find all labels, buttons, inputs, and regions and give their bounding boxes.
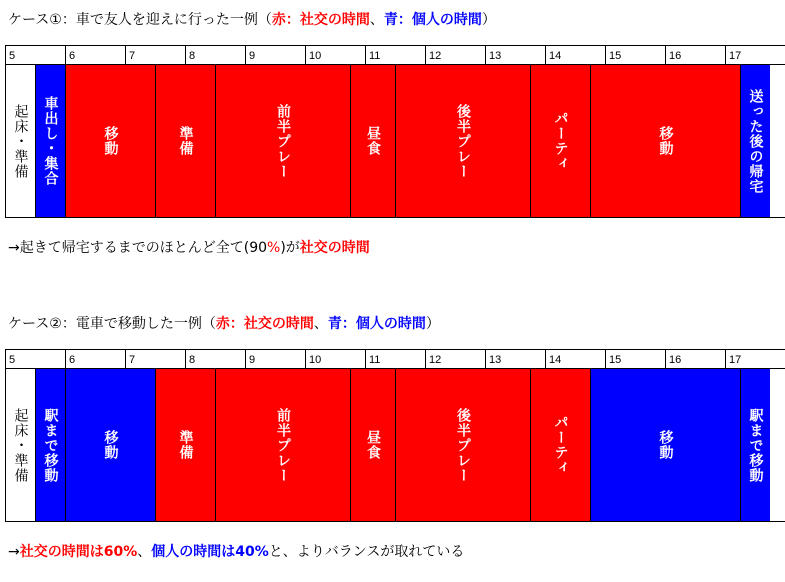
activity-label: 起床・準備 (12, 103, 29, 179)
legend-red: 赤：社交の時間 (271, 12, 370, 28)
activity-block (5, 369, 35, 521)
hour-tick: 10 (305, 350, 365, 369)
hour-tick: 13 (485, 46, 545, 65)
hour-tick: 6 (65, 46, 125, 65)
hour-tick: 9 (245, 46, 305, 65)
case1-note: →起きて帰宅するまでのほとんど全て(90%)が社交の時間 (8, 240, 370, 256)
hour-tick: 14 (545, 46, 605, 65)
activity-block (350, 65, 395, 217)
activity-label: 準備 (177, 126, 194, 156)
activity-label: 後半プレー (455, 103, 471, 179)
activity-block (215, 369, 350, 521)
hour-tick: 7 (125, 350, 185, 369)
activity-label: 移動 (102, 126, 119, 156)
activity-block (590, 65, 740, 217)
activity-label: 昼食 (365, 126, 381, 156)
activity-label: 起床・準備 (12, 407, 29, 483)
activity-label: 前半プレー (275, 407, 291, 483)
activity-block (5, 65, 35, 217)
activity-blocks (5, 368, 785, 522)
hour-tick: 11 (365, 46, 425, 65)
hour-tick: 14 (545, 350, 605, 369)
hour-tick: 9 (245, 350, 305, 369)
activity-label: パーティ (552, 415, 569, 475)
activity-block (530, 369, 590, 521)
activity-label: 車出し・集合 (42, 96, 59, 186)
hour-tick: 7 (125, 46, 185, 65)
activity-label: 移動 (657, 430, 674, 460)
activity-block (740, 65, 770, 217)
hour-axis (5, 45, 785, 65)
activity-label: 前半プレー (275, 103, 291, 179)
hour-tick: 11 (365, 350, 425, 369)
activity-block (215, 65, 350, 217)
activity-block (35, 65, 65, 217)
activity-block (530, 65, 590, 217)
hour-tick: 6 (65, 350, 125, 369)
legend-blue: 青：個人の時間 (383, 12, 482, 28)
activity-label: 準備 (177, 430, 194, 460)
activity-block (65, 369, 155, 521)
hour-tick: 16 (665, 46, 725, 65)
hour-tick: 16 (665, 350, 725, 369)
activity-block (395, 65, 530, 217)
hour-tick: 10 (305, 46, 365, 65)
case1-timeline (5, 45, 785, 217)
case2-title: ケース②：電車で移動した一例（赤：社交の時間、青：個人の時間） (8, 316, 440, 332)
hour-tick: 8 (185, 46, 245, 65)
activity-block (350, 369, 395, 521)
hour-tick: 15 (605, 350, 665, 369)
activity-block (395, 369, 530, 521)
hour-axis (5, 349, 785, 369)
activity-block (155, 65, 215, 217)
activity-label: 昼食 (365, 430, 381, 460)
hour-tick: 17 (725, 46, 785, 65)
activity-block (590, 369, 740, 521)
hour-tick: 8 (185, 350, 245, 369)
hour-tick: 17 (725, 350, 785, 369)
activity-block (65, 65, 155, 217)
activity-blocks (5, 64, 785, 218)
activity-block (740, 369, 770, 521)
activity-block (155, 369, 215, 521)
hour-tick: 12 (425, 350, 485, 369)
activity-block (35, 369, 65, 521)
hour-tick: 5 (5, 350, 65, 369)
activity-label: 移動 (102, 430, 119, 460)
case2-timeline (5, 349, 785, 521)
hour-tick: 5 (5, 46, 65, 65)
case1-title: ケース①：車で友人を迎えに行った一例（赤：社交の時間、青：個人の時間） (8, 12, 496, 28)
legend-blue: 青：個人の時間 (327, 316, 426, 332)
activity-label: 駅まで移動 (747, 407, 764, 483)
case2-note: →社交の時間は60%、個人の時間は40%と、よりバランスが取れている (8, 544, 465, 560)
legend-red: 赤：社交の時間 (215, 316, 314, 332)
activity-label: 送った後の帰宅 (747, 88, 764, 194)
hour-tick: 13 (485, 350, 545, 369)
activity-label: 駅まで移動 (42, 407, 59, 483)
hour-tick: 15 (605, 46, 665, 65)
activity-label: 移動 (657, 126, 674, 156)
activity-label: パーティ (552, 111, 569, 171)
hour-tick: 12 (425, 46, 485, 65)
activity-label: 後半プレー (455, 407, 471, 483)
